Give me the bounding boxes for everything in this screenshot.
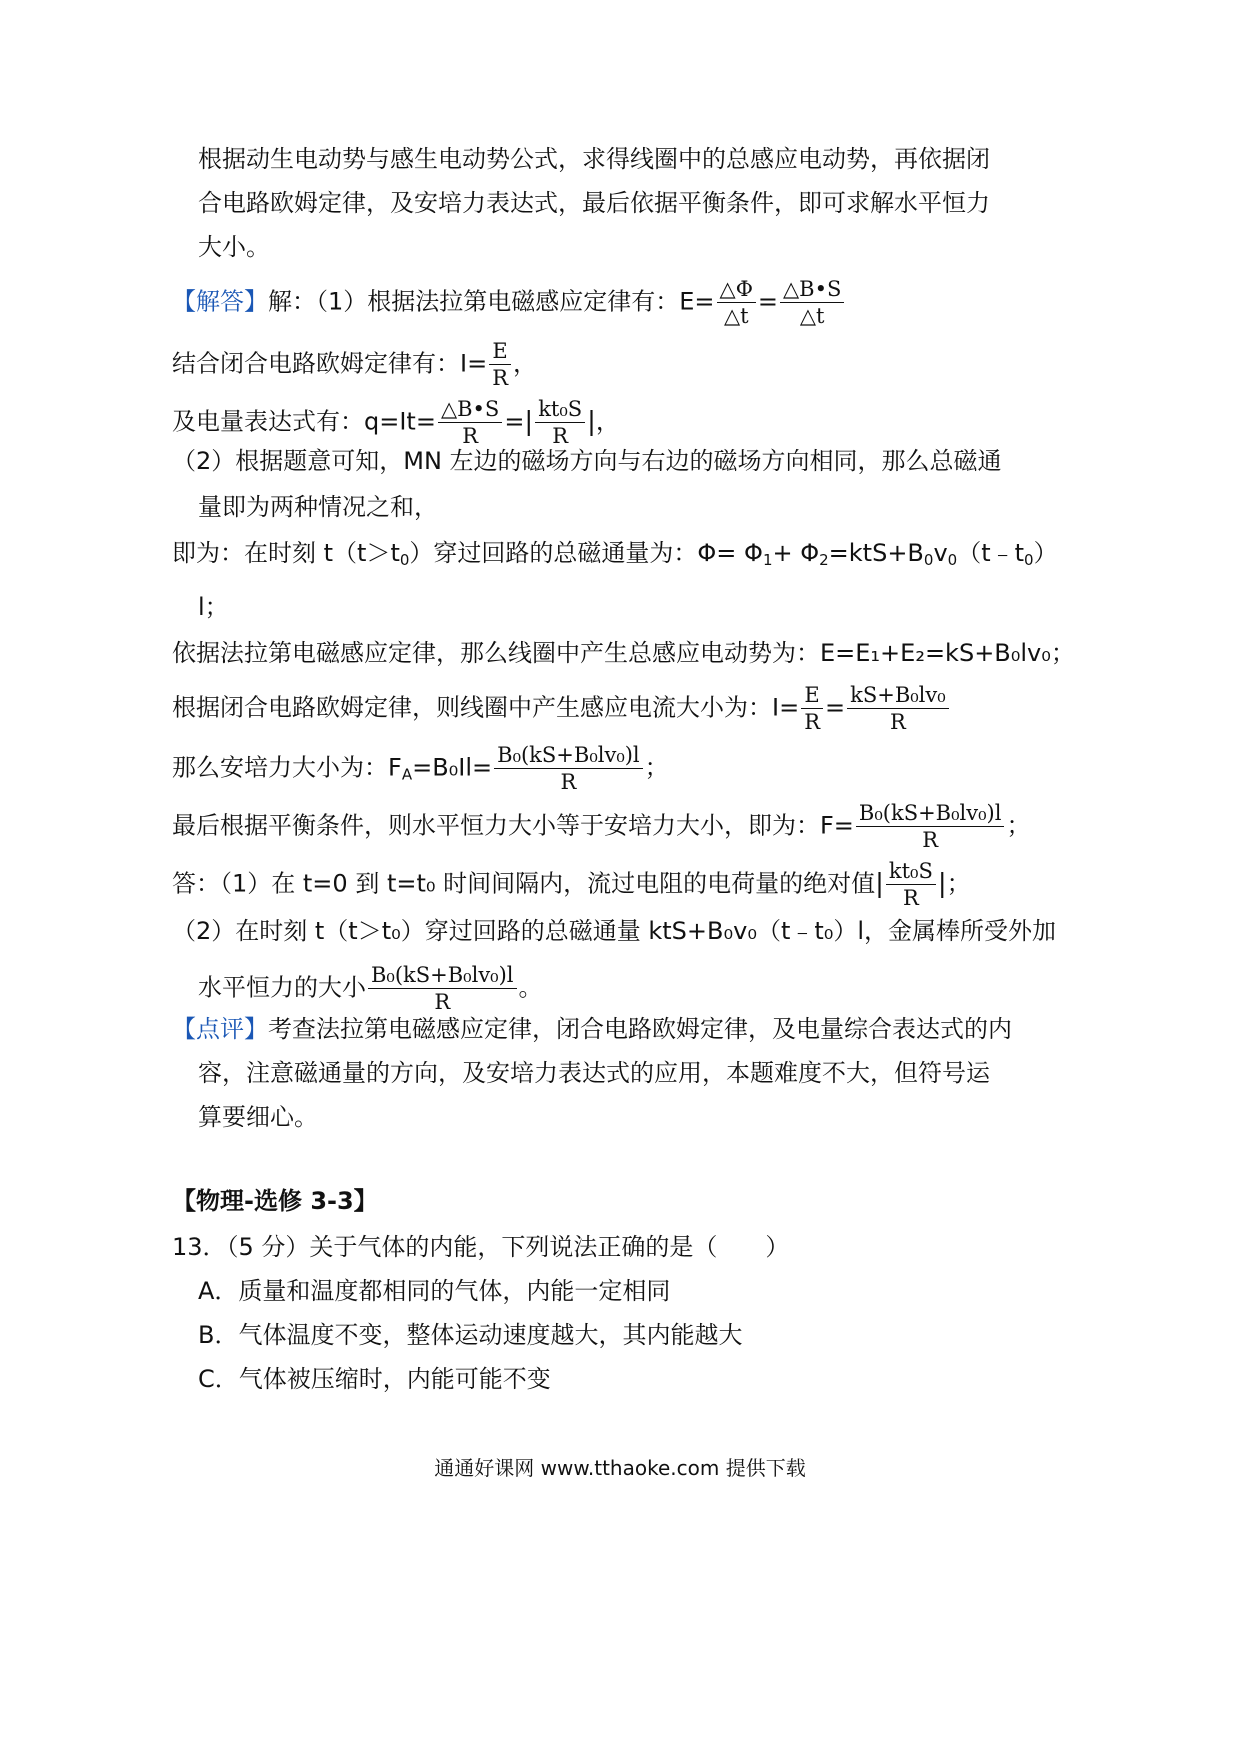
denominator: R <box>889 710 906 734</box>
answer-line-8 <box>172 742 669 795</box>
analysis-line-2: 合电路欧姆定律，及安培力表达式，最后依据平衡条件，即可求解水平恒力 <box>198 189 990 217</box>
answer-text-1: 解：（1）根据法拉第电磁感应定律有：E= <box>268 287 715 316</box>
answer-line-1 <box>172 276 846 329</box>
answer-tag: 【解答】 <box>172 287 268 316</box>
denominator: R <box>560 770 577 794</box>
comment-line-1 <box>172 1012 1012 1046</box>
equals: = <box>825 693 846 722</box>
analysis-line-1: 根据动生电动势与感生电动势公式，求得线圈中的总感应电动势，再依据闭 <box>198 145 990 173</box>
fraction <box>801 682 823 735</box>
answer-line-3 <box>172 396 620 449</box>
text: 即为：在时刻 t（t＞t <box>172 539 400 567</box>
answer-line-9 <box>172 800 1030 853</box>
comment-tag: 【点评】 <box>172 1015 268 1043</box>
text: ）穿过回路的总磁通量为：Φ= Φ <box>409 539 763 567</box>
denominator: △t <box>799 304 825 328</box>
numerator: E <box>489 338 511 365</box>
punctuation: 。 <box>518 973 543 1002</box>
punctuation: ； <box>1006 811 1031 840</box>
abs-bar: | <box>875 868 884 899</box>
answer-line-4a: （2）根据题意可知，MN 左边的磁场方向与右边的磁场方向相同，那么总磁通 <box>172 447 1002 475</box>
denominator: R <box>902 886 919 910</box>
text: v <box>933 539 948 567</box>
numerator: B₀(kS+B₀lv₀)l <box>856 800 1005 827</box>
page-footer: 通通好课网 www.tthaoke.com 提供下载 <box>434 1456 806 1480</box>
denominator: R <box>552 424 569 448</box>
text: 根据闭合电路欧姆定律，则线圈中产生感应电流大小为：I= <box>172 693 800 722</box>
comment-line-2: 容，注意磁通量的方向，及安培力表达式的应用，本题难度不大，但符号运 <box>198 1059 990 1087</box>
denominator: R <box>804 710 820 734</box>
text: 水平恒力的大小 <box>198 973 366 1002</box>
numerator: kS+B₀lv₀ <box>847 682 949 709</box>
answer-line-10 <box>172 858 971 911</box>
fraction <box>847 682 949 735</box>
answer-text-3: 及电量表达式有：q=It= <box>172 407 436 436</box>
fraction <box>438 396 502 449</box>
answer-line-5b: l； <box>198 593 229 621</box>
text: 考查法拉第电磁感应定律，闭合电路欧姆定律，及电量综合表达式的内 <box>268 1015 1012 1043</box>
abs-bar: | <box>524 406 534 437</box>
denominator: R <box>492 366 508 390</box>
text: 那么安培力大小为：F <box>172 753 402 782</box>
denominator: R <box>462 424 479 448</box>
text: + Φ <box>772 539 820 567</box>
text: =ktS+B <box>828 539 924 567</box>
numerator: △B•S <box>780 276 844 303</box>
denominator: R <box>434 990 451 1014</box>
answer-line-11b <box>198 962 543 1015</box>
numerator: B₀(kS+B₀lv₀)l <box>368 962 517 989</box>
option-c: C．气体被压缩时，内能可能不变 <box>198 1365 551 1393</box>
numerator: △Φ <box>717 276 756 303</box>
text: （t﹣t <box>957 539 1025 567</box>
fraction <box>368 962 517 1015</box>
text: ） <box>1033 539 1058 567</box>
fraction <box>535 396 585 449</box>
question-stem: 13．（5 分）关于气体的内能，下列说法正确的是（ ） <box>172 1233 790 1261</box>
option-a: A．质量和温度都相同的气体，内能一定相同 <box>198 1277 671 1305</box>
punctuation: ； <box>644 753 669 782</box>
answer-line-6: 依据法拉第电磁感应定律，那么线圈中产生总感应电动势为：E=E₁+E₂=kS+B₀lv₀； <box>172 639 1075 667</box>
answer-line-2 <box>172 338 537 391</box>
answer-line-11a: （2）在时刻 t（t＞t₀）穿过回路的总磁通量 ktS+B₀v₀（t﹣t₀）l，金属棒所受外加 <box>172 917 1057 945</box>
numerator: B₀(kS+B₀lv₀)l <box>494 742 643 769</box>
equals: = <box>504 407 525 436</box>
fraction <box>886 858 936 911</box>
numerator: kt₀S <box>535 396 585 423</box>
fraction <box>780 276 844 329</box>
answer-line-7 <box>172 682 951 735</box>
equals: = <box>757 287 779 316</box>
text: 最后根据平衡条件，则水平恒力大小等于安培力大小，即为：F= <box>172 811 854 840</box>
text: 答：（1）在 t=0 到 t=t₀ 时间间隔内，流过电阻的电荷量的绝对值 <box>172 869 876 898</box>
punctuation: ； <box>946 869 971 898</box>
subscript: A <box>401 765 413 784</box>
fraction <box>856 800 1005 853</box>
answer-line-5: 即为：在时刻 $t(t>t_0)$穿过回路的总磁通量为：$\Phi= \Phi_1+$ $\Phi_2=ktS+B_0v_0(t﹣t_0)$ <box>172 539 1058 569</box>
fraction <box>489 338 511 391</box>
numerator: E <box>801 682 823 709</box>
comment-line-3: 算要细心。 <box>198 1103 318 1131</box>
section-title: 【物理-选修 3-3】 <box>172 1187 378 1215</box>
denominator: R <box>922 828 939 852</box>
option-b: B．气体温度不变，整体运动速度越大，其内能越大 <box>198 1321 743 1349</box>
punctuation: ， <box>513 349 537 378</box>
abs-bar: | <box>937 868 947 899</box>
analysis-line-3: 大小。 <box>198 233 270 261</box>
abs-bar: | <box>587 406 596 437</box>
punctuation: ， <box>595 407 620 436</box>
fraction <box>494 742 643 795</box>
answer-text-2: 结合闭合电路欧姆定律有：I= <box>172 349 488 378</box>
numerator: kt₀S <box>886 858 936 885</box>
text: =B₀Il= <box>412 753 493 782</box>
answer-line-4b: 量即为两种情况之和， <box>198 493 438 521</box>
numerator: △B•S <box>438 396 502 423</box>
fraction <box>717 276 756 329</box>
denominator: △t <box>723 304 749 328</box>
